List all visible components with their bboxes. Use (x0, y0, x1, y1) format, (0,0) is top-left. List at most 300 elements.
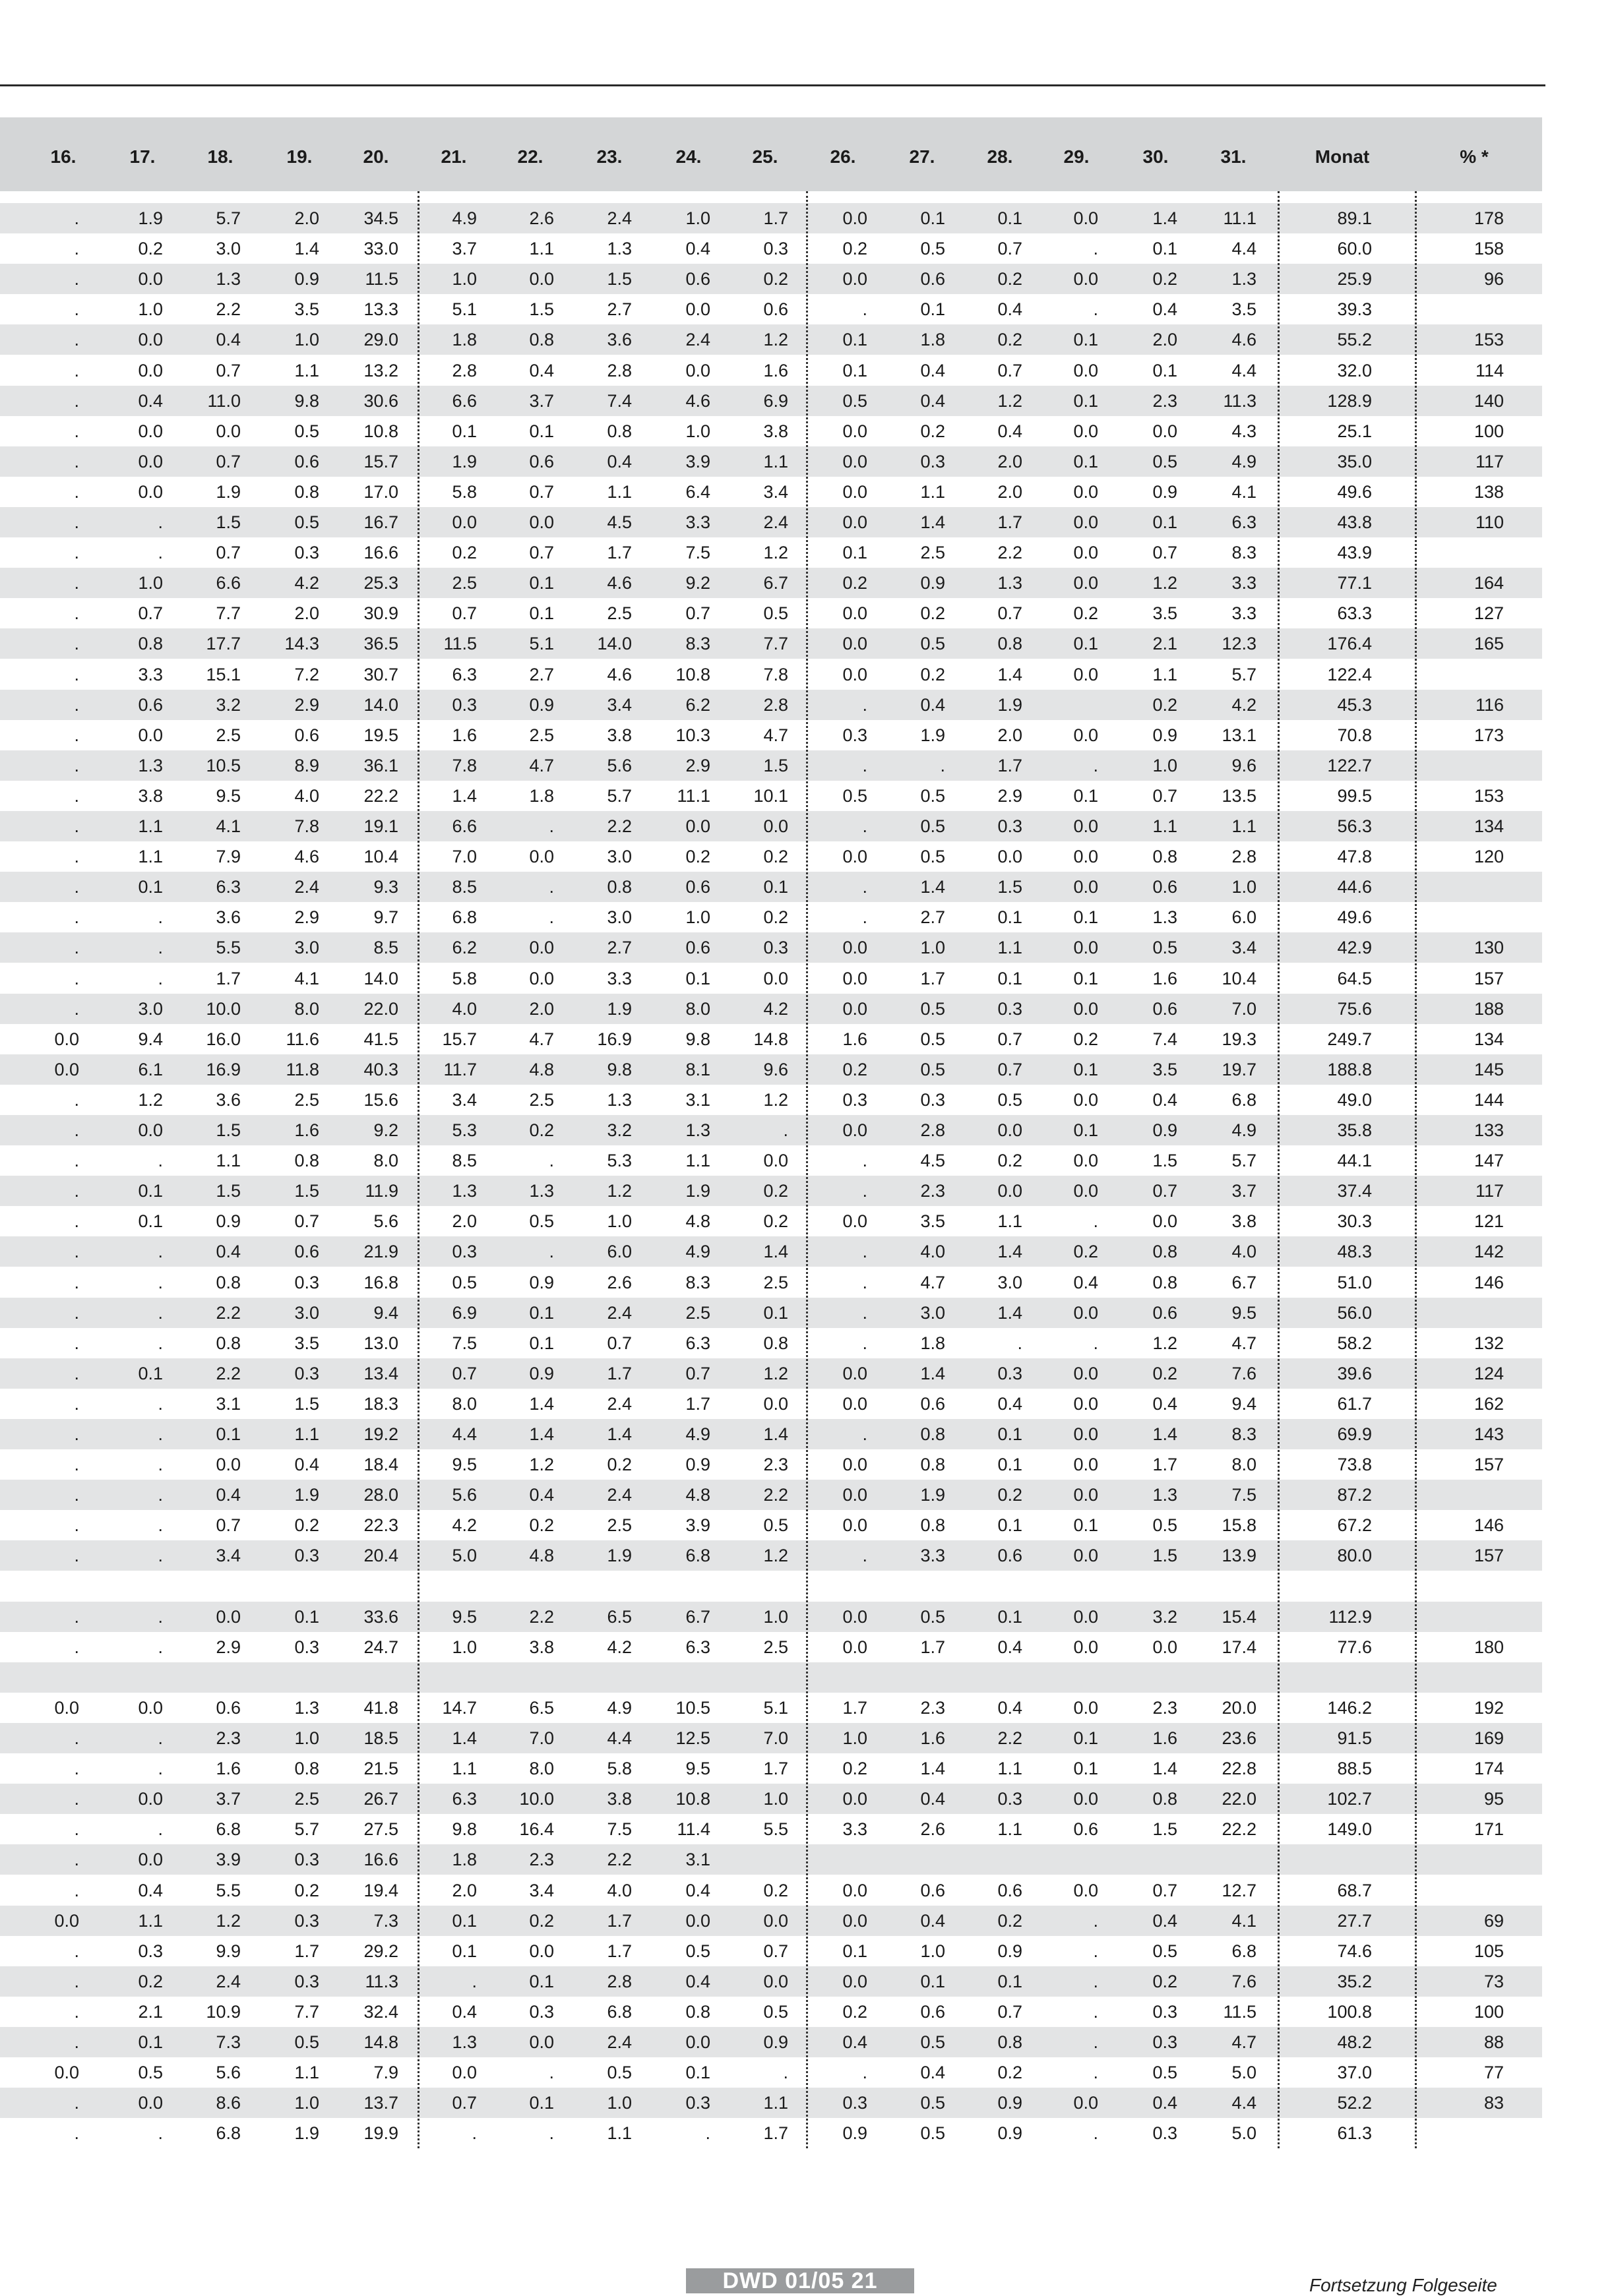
table-cell: 0.3 (294, 1546, 319, 1566)
table-cell: 0.7 (1152, 785, 1177, 806)
table-cell: 0.5 (920, 1059, 945, 1079)
table-cell: 0.8 (216, 1272, 241, 1292)
table-cell: 0.7 (138, 603, 163, 624)
table-row (0, 1844, 1542, 1875)
table-cell: 1.0 (138, 299, 163, 320)
table-row (0, 1236, 1542, 1267)
table-cell: 4.3 (1231, 421, 1257, 441)
table-row (0, 1966, 1542, 1997)
table-cell: 0.2 (763, 1211, 788, 1232)
table-cell: 2.3 (763, 1455, 788, 1475)
column-divider (1278, 191, 1280, 2148)
table-cell: 3.9 (685, 1515, 710, 1536)
table-cell: 0.8 (997, 2032, 1022, 2052)
table-cell: 51.0 (1337, 1272, 1372, 1292)
table-cell: 122.7 (1327, 755, 1372, 775)
table-cell: 11.4 (677, 1819, 710, 1840)
table-cell: 3.3 (138, 664, 163, 684)
table-cell: 0.0 (138, 330, 163, 350)
table-cell: 0.5 (294, 421, 319, 441)
table-cell: 1.9 (920, 725, 945, 745)
table-cell: 2.4 (607, 1393, 632, 1414)
header-cell: 21. (441, 146, 467, 167)
table-cell: 7.4 (1152, 1029, 1177, 1049)
table-cell: 0.3 (529, 2001, 554, 2022)
table-cell: 3.6 (216, 907, 241, 928)
table-row (0, 1358, 1542, 1389)
table-cell: 7.3 (216, 2032, 241, 2052)
table-cell: . (74, 664, 79, 684)
table-cell: . (74, 543, 79, 563)
table-cell: 146 (1474, 1272, 1504, 1292)
table-cell: 4.7 (763, 725, 788, 745)
table-row (0, 932, 1542, 963)
table-cell: 0.6 (216, 1697, 241, 1718)
table-cell: . (74, 907, 79, 928)
table-cell: 22.2 (363, 785, 398, 806)
table-cell: 0.5 (920, 634, 945, 654)
table-cell: 4.1 (216, 816, 241, 836)
table-cell: . (74, 208, 79, 228)
table-cell: 5.3 (452, 1120, 477, 1140)
table-row (0, 203, 1542, 233)
table-cell: 2.4 (216, 1971, 241, 1991)
table-cell: 0.9 (685, 1455, 710, 1475)
table-cell: 3.5 (1152, 1059, 1177, 1079)
table-cell: 0.0 (529, 938, 554, 958)
table-cell: 5.7 (1231, 664, 1257, 684)
table-cell: 0.7 (1152, 543, 1177, 563)
table-cell: 0.1 (1073, 451, 1098, 471)
table-cell: 0.4 (294, 1455, 319, 1475)
table-cell: 41.5 (363, 1029, 398, 1049)
table-cell: 16.4 (519, 1819, 554, 1840)
table-row (0, 1510, 1542, 1540)
table-cell: 0.7 (216, 1515, 241, 1536)
table-cell: 0.1 (997, 1424, 1022, 1444)
table-cell: 33.6 (363, 1606, 398, 1627)
table-cell: 0.0 (1073, 208, 1098, 228)
table-cell: 0.4 (1152, 1393, 1177, 1414)
table-cell: 32.0 (1337, 360, 1372, 380)
table-cell: 0.3 (1152, 2001, 1177, 2022)
table-cell: 0.1 (997, 1515, 1022, 1536)
table-cell: 19.4 (363, 1880, 398, 1900)
table-cell: . (74, 1211, 79, 1232)
table-cell: 0.5 (1152, 1941, 1177, 1961)
table-row (0, 355, 1542, 386)
table-cell: 0.0 (842, 1789, 867, 1809)
table-cell: 0.0 (1073, 1637, 1098, 1657)
table-cell: 1.1 (138, 847, 163, 867)
table-cell: 0.5 (763, 603, 788, 624)
table-cell: 0.7 (997, 603, 1022, 624)
table-cell: 6.8 (607, 2001, 632, 2022)
table-cell: . (74, 1242, 79, 1262)
table-cell: . (549, 2063, 554, 2083)
header-cell: 24. (675, 146, 702, 167)
table-cell: 40.3 (363, 1059, 398, 1079)
table-cell: 0.2 (294, 1880, 319, 1900)
table-cell: 22.0 (1222, 1789, 1257, 1809)
table-cell: 5.7 (294, 1819, 319, 1840)
table-cell: 1.0 (138, 573, 163, 593)
table-cell: 7.3 (373, 1910, 398, 1931)
table-cell: 14.8 (753, 1029, 788, 1049)
table-cell: 3.5 (1231, 299, 1257, 320)
table-cell: 0.4 (138, 1880, 163, 1900)
table-cell: 0.6 (685, 269, 710, 289)
table-cell: 0.0 (685, 360, 710, 380)
table-cell: 1.7 (685, 1393, 710, 1414)
table-cell: 13.7 (363, 2093, 398, 2113)
table-cell: 0.1 (842, 543, 867, 563)
table-cell: 63.3 (1337, 603, 1372, 624)
table-cell: 3.4 (607, 694, 632, 715)
table-cell: 9.8 (294, 390, 319, 411)
table-cell: 0.1 (138, 877, 163, 897)
table-cell: 11.5 (1223, 2001, 1257, 2022)
table-cell: 2.7 (607, 299, 632, 320)
table-cell: 4.6 (1231, 330, 1257, 350)
table-cell: 19.9 (363, 2123, 398, 2144)
table-cell: 0.3 (138, 1941, 163, 1961)
table-cell: 13.0 (363, 1333, 398, 1353)
table-cell: 0.1 (842, 1941, 867, 1961)
table-cell: 56.3 (1337, 816, 1372, 836)
table-cell: . (74, 1424, 79, 1444)
table-cell: 7.0 (529, 1728, 554, 1748)
table-cell: 2.5 (294, 1089, 319, 1110)
table-cell: . (862, 299, 867, 320)
table-cell: 18.3 (363, 1393, 398, 1414)
table-cell: 1.2 (138, 1089, 163, 1110)
table-cell: 0.1 (1073, 968, 1098, 988)
table-cell: 9.4 (373, 1302, 398, 1323)
table-cell: 0.0 (1073, 1546, 1098, 1566)
table-cell: 6.3 (452, 1789, 477, 1809)
table-cell: 25.3 (363, 573, 398, 593)
table-cell: 1.9 (138, 208, 163, 228)
table-cell: 10.5 (206, 755, 241, 775)
table-cell: 6.8 (1231, 1089, 1257, 1110)
table-cell: 1.4 (997, 1242, 1022, 1262)
table-cell: 42.9 (1337, 938, 1372, 958)
table-cell: . (158, 1302, 163, 1323)
table-cell: 0.0 (842, 1606, 867, 1627)
table-cell: 0.0 (997, 1120, 1022, 1140)
table-cell: 0.0 (138, 2093, 163, 2113)
table-cell: 15.8 (1222, 1515, 1257, 1536)
table-cell: 0.0 (842, 1455, 867, 1475)
table-cell: 1.1 (294, 2063, 319, 2083)
table-cell: 2.8 (763, 694, 788, 715)
table-cell: 0.8 (763, 1333, 788, 1353)
table-cell: 0.3 (842, 1089, 867, 1110)
table-cell: . (862, 1181, 867, 1201)
table-row (0, 1936, 1542, 1966)
table-cell: 0.3 (997, 998, 1022, 1019)
table-cell: 1.0 (920, 938, 945, 958)
table-cell: 3.0 (138, 998, 163, 1019)
table-cell: 5.6 (216, 2063, 241, 2083)
table-cell: 43.8 (1337, 512, 1372, 532)
table-cell: . (1093, 1910, 1098, 1931)
table-row (0, 781, 1542, 811)
table-cell: 2.0 (529, 998, 554, 1019)
table-cell: 0.0 (842, 938, 867, 958)
table-cell: . (74, 512, 79, 532)
table-cell: 1.6 (452, 725, 477, 745)
table-cell: 0.2 (763, 1880, 788, 1900)
table-cell: 9.2 (373, 1120, 398, 1140)
table-cell: 0.0 (452, 512, 477, 532)
table-cell: 49.6 (1337, 481, 1372, 502)
table-cell: 3.6 (216, 1089, 241, 1110)
table-cell: 8.1 (685, 1059, 710, 1079)
table-cell: . (74, 360, 79, 380)
table-cell: 6.8 (685, 1546, 710, 1566)
table-cell: 2.3 (920, 1697, 945, 1718)
table-cell: 0.3 (1152, 2123, 1177, 2144)
table-cell: 9.7 (373, 907, 398, 928)
table-cell: 1.7 (997, 512, 1022, 532)
table-cell: 16.8 (363, 1272, 398, 1292)
table-cell: 5.8 (452, 481, 477, 502)
table-cell: 0.1 (138, 2032, 163, 2052)
table-cell: 6.8 (452, 907, 477, 928)
table-cell: 0.3 (842, 725, 867, 745)
table-cell: 14.8 (363, 2032, 398, 2052)
table-cell: 0.3 (763, 938, 788, 958)
table-cell: 88 (1483, 2032, 1504, 2052)
table-cell: 16.6 (363, 543, 398, 563)
table-cell: 2.3 (1152, 1697, 1177, 1718)
table-cell: 30.6 (363, 390, 398, 411)
table-cell: 25.1 (1337, 421, 1372, 441)
table-cell: 0.0 (842, 421, 867, 441)
table-cell: 18.4 (363, 1455, 398, 1475)
table-cell: 153 (1474, 785, 1504, 806)
table-cell: 1.9 (607, 998, 632, 1019)
table-cell: 0.6 (920, 2001, 945, 2022)
table-cell: . (158, 1819, 163, 1840)
table-cell: 164 (1474, 573, 1504, 593)
table-cell: 0.0 (842, 269, 867, 289)
table-cell: 1.1 (452, 1759, 477, 1779)
table-cell: 10.5 (675, 1697, 710, 1718)
table-cell: 2.4 (607, 1302, 632, 1323)
table-cell: 3.9 (685, 451, 710, 471)
table-cell: 0.4 (216, 330, 241, 350)
table-cell: 49.0 (1337, 1089, 1372, 1110)
table-cell: 1.3 (1152, 907, 1177, 928)
table-row (0, 477, 1542, 507)
table-cell: 64.5 (1337, 968, 1372, 988)
table-cell: 13.2 (363, 360, 398, 380)
table-cell: 1.3 (1152, 1485, 1177, 1505)
table-cell: 0.0 (763, 1971, 788, 1991)
table-cell: 0.2 (997, 330, 1022, 350)
table-cell: 1.1 (607, 481, 632, 502)
table-cell: 0.0 (842, 1637, 867, 1657)
table-cell: 0.0 (138, 451, 163, 471)
table-cell: 0.1 (920, 299, 945, 320)
table-cell: 3.8 (1231, 1211, 1257, 1232)
table-cell: 0.2 (529, 1120, 554, 1140)
table-cell: 12.7 (1222, 1880, 1257, 1900)
table-cell: 1.0 (763, 1789, 788, 1809)
table-cell: 7.7 (294, 2001, 319, 2022)
table-cell: 36.1 (363, 755, 398, 775)
table-cell: 35.0 (1337, 451, 1372, 471)
table-cell: 0.4 (685, 1971, 710, 1991)
table-cell: 0.2 (529, 1515, 554, 1536)
table-cell: 9.8 (685, 1029, 710, 1049)
table-cell: 28.0 (363, 1485, 398, 1505)
table-cell: 10.8 (363, 421, 398, 441)
table-cell: 0.2 (529, 1910, 554, 1931)
table-cell: 117 (1475, 1181, 1504, 1201)
table-cell: 0.2 (763, 269, 788, 289)
table-cell: 0.2 (842, 2001, 867, 2022)
table-cell: 2.8 (607, 360, 632, 380)
table-cell: 2.4 (763, 512, 788, 532)
table-cell: 9.8 (452, 1819, 477, 1840)
table-cell: 1.1 (294, 360, 319, 380)
table-cell: . (1093, 755, 1098, 775)
table-cell: 25.9 (1337, 269, 1372, 289)
table-cell: . (862, 1272, 867, 1292)
table-cell: 0.4 (920, 390, 945, 411)
table-cell: 1.4 (452, 1728, 477, 1748)
table-cell: 75.6 (1337, 998, 1372, 1019)
table-cell: 0.7 (997, 1029, 1022, 1049)
table-cell: 4.8 (529, 1059, 554, 1079)
table-cell: . (74, 2123, 79, 2144)
table-cell: . (74, 1850, 79, 1870)
continued-next-page: Fortsetzung Folgeseite (1309, 2275, 1497, 2295)
table-cell: 1.4 (763, 1242, 788, 1262)
table-cell: 0.2 (607, 1455, 632, 1475)
table-cell: 0.1 (216, 1424, 241, 1444)
table-cell: 13.3 (363, 299, 398, 320)
table-cell: 116 (1475, 694, 1504, 715)
table-cell: . (74, 1363, 79, 1383)
table-cell: 117 (1475, 451, 1504, 471)
table-cell: 3.8 (763, 421, 788, 441)
table-cell: . (862, 694, 867, 715)
table-cell: 0.1 (452, 421, 477, 441)
header-cell: 28. (987, 146, 1013, 167)
table-cell: 0.8 (1152, 847, 1177, 867)
table-cell: 10.3 (675, 725, 710, 745)
table-cell: . (74, 299, 79, 320)
table-row (0, 1298, 1542, 1328)
table-cell: 0.3 (763, 239, 788, 259)
table-cell: 1.7 (842, 1697, 867, 1718)
table-cell: 0.4 (1152, 2093, 1177, 2113)
table-cell: . (158, 1515, 163, 1536)
table-cell: . (158, 968, 163, 988)
table-cell: 1.2 (763, 1089, 788, 1110)
table-cell: . (158, 938, 163, 958)
table-cell: 1.3 (452, 1181, 477, 1201)
table-cell: 4.9 (685, 1242, 710, 1262)
table-cell: 10.8 (675, 1789, 710, 1809)
table-cell: 5.7 (607, 785, 632, 806)
table-cell: 0.0 (842, 1393, 867, 1414)
table-cell: 10.0 (519, 1789, 554, 1809)
table-cell: 0.9 (529, 694, 554, 715)
table-cell: 0.9 (842, 2123, 867, 2144)
table-cell: 173 (1474, 725, 1504, 745)
table-cell: . (74, 1485, 79, 1505)
table-row (0, 2088, 1542, 2118)
table-cell: 6.3 (685, 1333, 710, 1353)
table-cell: 132 (1474, 1333, 1504, 1353)
table-cell: 0.0 (842, 1515, 867, 1536)
table-cell: 0.4 (920, 694, 945, 715)
table-cell: 1.2 (1152, 573, 1177, 593)
table-cell: 36.5 (363, 634, 398, 654)
table-cell: 1.7 (763, 1759, 788, 1779)
table-cell: 0.0 (138, 1850, 163, 1870)
table-cell: 2.2 (216, 1363, 241, 1383)
table-cell: 0.4 (997, 421, 1022, 441)
table-cell: 1.0 (607, 1211, 632, 1232)
table-cell: . (74, 1393, 79, 1414)
table-cell: 2.0 (294, 603, 319, 624)
table-cell: 9.5 (685, 1759, 710, 1779)
table-cell: 4.9 (607, 1697, 632, 1718)
table-cell: 0.0 (842, 998, 867, 1019)
table-cell: 0.7 (216, 451, 241, 471)
table-row (0, 1784, 1542, 1814)
table-cell: 4.6 (607, 664, 632, 684)
table-cell: 0.0 (1073, 1089, 1098, 1110)
table-cell: 0.9 (997, 2123, 1022, 2144)
table-cell: 0.7 (997, 2001, 1022, 2022)
table-cell: 0.3 (294, 1363, 319, 1383)
table-cell: 1.6 (763, 360, 788, 380)
table-cell: 2.8 (920, 1120, 945, 1140)
table-cell: 3.7 (1231, 1181, 1257, 1201)
table-row (0, 963, 1542, 994)
table-cell: 0.8 (607, 877, 632, 897)
table-cell: 133 (1474, 1120, 1504, 1140)
table-cell: 0.0 (997, 847, 1022, 867)
table-cell: 1.8 (920, 330, 945, 350)
table-cell: 1.1 (216, 1151, 241, 1171)
header-cell: 23. (596, 146, 623, 167)
table-cell: 4.1 (1231, 481, 1257, 502)
table-cell: 22.8 (1222, 1759, 1257, 1779)
table-cell: 0.1 (842, 330, 867, 350)
table-cell: 30.3 (1337, 1211, 1372, 1232)
table-cell: 0.5 (920, 2032, 945, 2052)
table-cell: 1.1 (997, 1819, 1022, 1840)
table-cell: 35.2 (1337, 1971, 1372, 1991)
table-cell: 0.8 (1152, 1789, 1177, 1809)
table-cell: . (74, 968, 79, 988)
table-cell: 8.3 (1231, 1424, 1257, 1444)
table-cell: 6.7 (1231, 1272, 1257, 1292)
table-cell: 4.0 (920, 1242, 945, 1262)
table-cell: 0.8 (294, 481, 319, 502)
table-cell: 4.4 (1231, 239, 1257, 259)
table-cell: 0.3 (1152, 2032, 1177, 2052)
